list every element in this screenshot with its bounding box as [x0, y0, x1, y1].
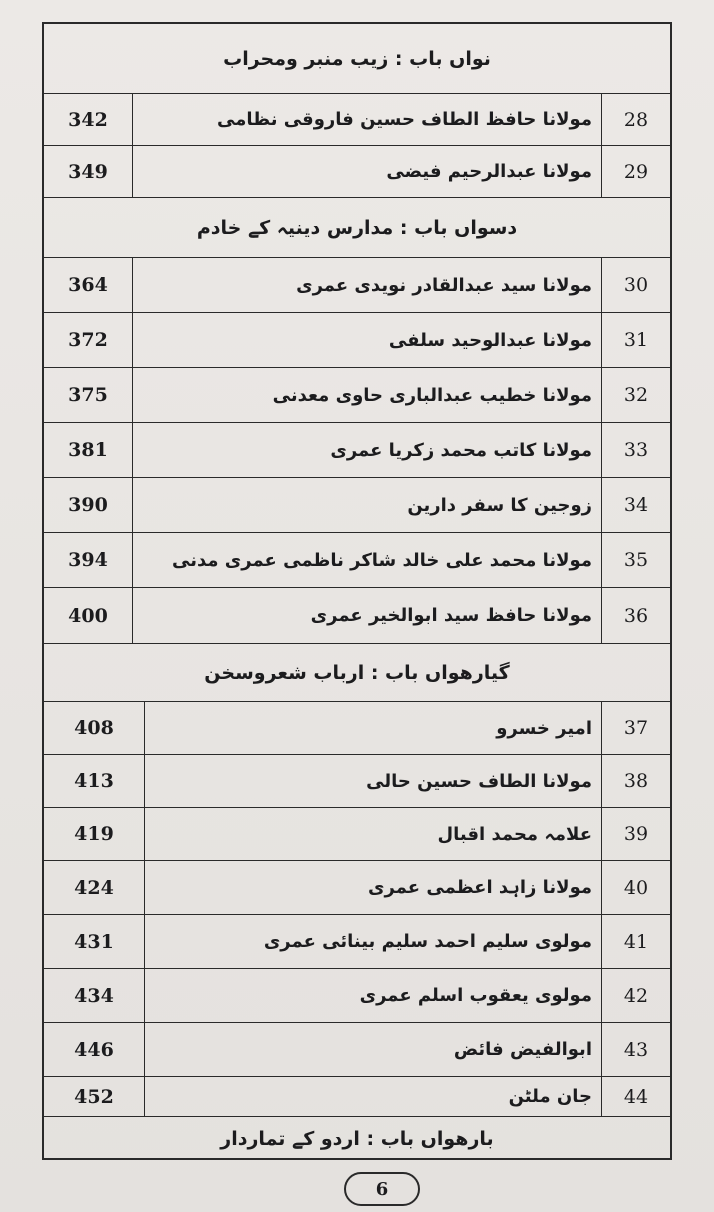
- entry-number: 28: [601, 94, 670, 145]
- page-number: 390: [44, 478, 133, 532]
- page-number-badge: 6: [344, 1172, 420, 1206]
- entry-title: مولانا حافظ الطاف حسین فاروقی نظامی: [217, 109, 592, 130]
- table-row: [44, 702, 670, 755]
- entry-number: 34: [601, 478, 670, 532]
- entry-title: زوجین کا سفر دارین: [407, 494, 592, 516]
- entry-number: 33: [601, 423, 670, 477]
- entry-title: مولانا محمد علی خالد شاکر ناظمی عمری مدنی: [172, 549, 592, 571]
- entry-number: 41: [601, 915, 670, 968]
- chapter-heading: دسواں باب : مدارس دینیہ کے خادم: [44, 198, 670, 258]
- page-number: 419: [44, 808, 145, 860]
- chapter-heading: بارھواں باب : اردو کے تماردار: [220, 1127, 494, 1150]
- page-number: 375: [44, 368, 133, 422]
- table-row: [44, 915, 670, 969]
- table-row: [44, 755, 670, 808]
- table-row: [44, 588, 670, 644]
- entry-title: مولانا زاہد اعظمی عمری: [368, 877, 592, 898]
- entry-title: مولانا سید عبدالقادر نویدی عمری: [296, 274, 592, 296]
- entry-title: مولوی یعقوب اسلم عمری: [359, 985, 592, 1006]
- entry-number: 39: [601, 808, 670, 860]
- table-row: [44, 861, 670, 915]
- entry-number: 44: [601, 1077, 670, 1116]
- entry-title: علامہ محمد اقبال: [437, 823, 592, 845]
- table-row: [44, 1077, 670, 1117]
- table-row: [44, 94, 670, 146]
- page-number: 349: [44, 146, 133, 197]
- entry-title: مولانا عبدالرحیم فیضی: [386, 161, 592, 182]
- entry-number: 30: [601, 258, 670, 312]
- page-number: 431: [44, 915, 145, 968]
- entry-number: 29: [601, 146, 670, 197]
- table-row: [44, 533, 670, 588]
- entry-title: مولانا الطاف حسین حالی: [366, 770, 592, 792]
- entry-number: 43: [601, 1023, 670, 1076]
- entry-number: 42: [601, 969, 670, 1022]
- table-row: [44, 969, 670, 1023]
- chapter-heading: نواں باب : زیب منبر ومحراب: [44, 24, 670, 94]
- entry-number: 32: [601, 368, 670, 422]
- page-number: 400: [44, 588, 133, 643]
- chapter-heading: گیارھواں باب : ارباب شعروسخن: [44, 644, 670, 702]
- entry-number: 36: [601, 588, 670, 643]
- entry-title: جان ملٹن: [508, 1086, 592, 1107]
- entry-title: مولانا کاتب محمد زکریا عمری: [330, 439, 592, 461]
- entry-title: مولانا حافظ سید ابوالخیر عمری: [310, 605, 592, 626]
- table-row: [44, 146, 670, 198]
- page-number: 424: [44, 861, 145, 914]
- entry-title: مولانا عبدالوحید سلفی: [388, 329, 592, 351]
- page-number: 452: [44, 1077, 145, 1116]
- page-number: 434: [44, 969, 145, 1022]
- entry-number: 38: [601, 755, 670, 807]
- entry-title: مولوی سلیم احمد سلیم بینائی عمری: [263, 931, 592, 952]
- page-number: 408: [44, 702, 145, 754]
- page-number: 394: [44, 533, 133, 587]
- entry-title: امیر خسرو: [496, 717, 592, 739]
- page-number: 413: [44, 755, 145, 807]
- table-row: [44, 423, 670, 478]
- entry-title: ابوالفیض فائض: [453, 1039, 592, 1060]
- table-of-contents: [42, 22, 672, 1160]
- table-row: [44, 478, 670, 533]
- table-row: [44, 368, 670, 423]
- table-row: [44, 1023, 670, 1077]
- page-number: 364: [44, 258, 133, 312]
- entry-number: 40: [601, 861, 670, 914]
- table-row: [44, 808, 670, 861]
- page-number: 446: [44, 1023, 145, 1076]
- table-row: [44, 258, 670, 313]
- entry-title: مولانا خطیب عبدالباری حاوی معدنی: [272, 384, 592, 406]
- page-number: 372: [44, 313, 133, 367]
- entry-number: 35: [601, 533, 670, 587]
- table-row: [44, 313, 670, 368]
- page-number: 381: [44, 423, 133, 477]
- entry-number: 31: [601, 313, 670, 367]
- page-number: 342: [44, 94, 133, 145]
- entry-number: 37: [601, 702, 670, 754]
